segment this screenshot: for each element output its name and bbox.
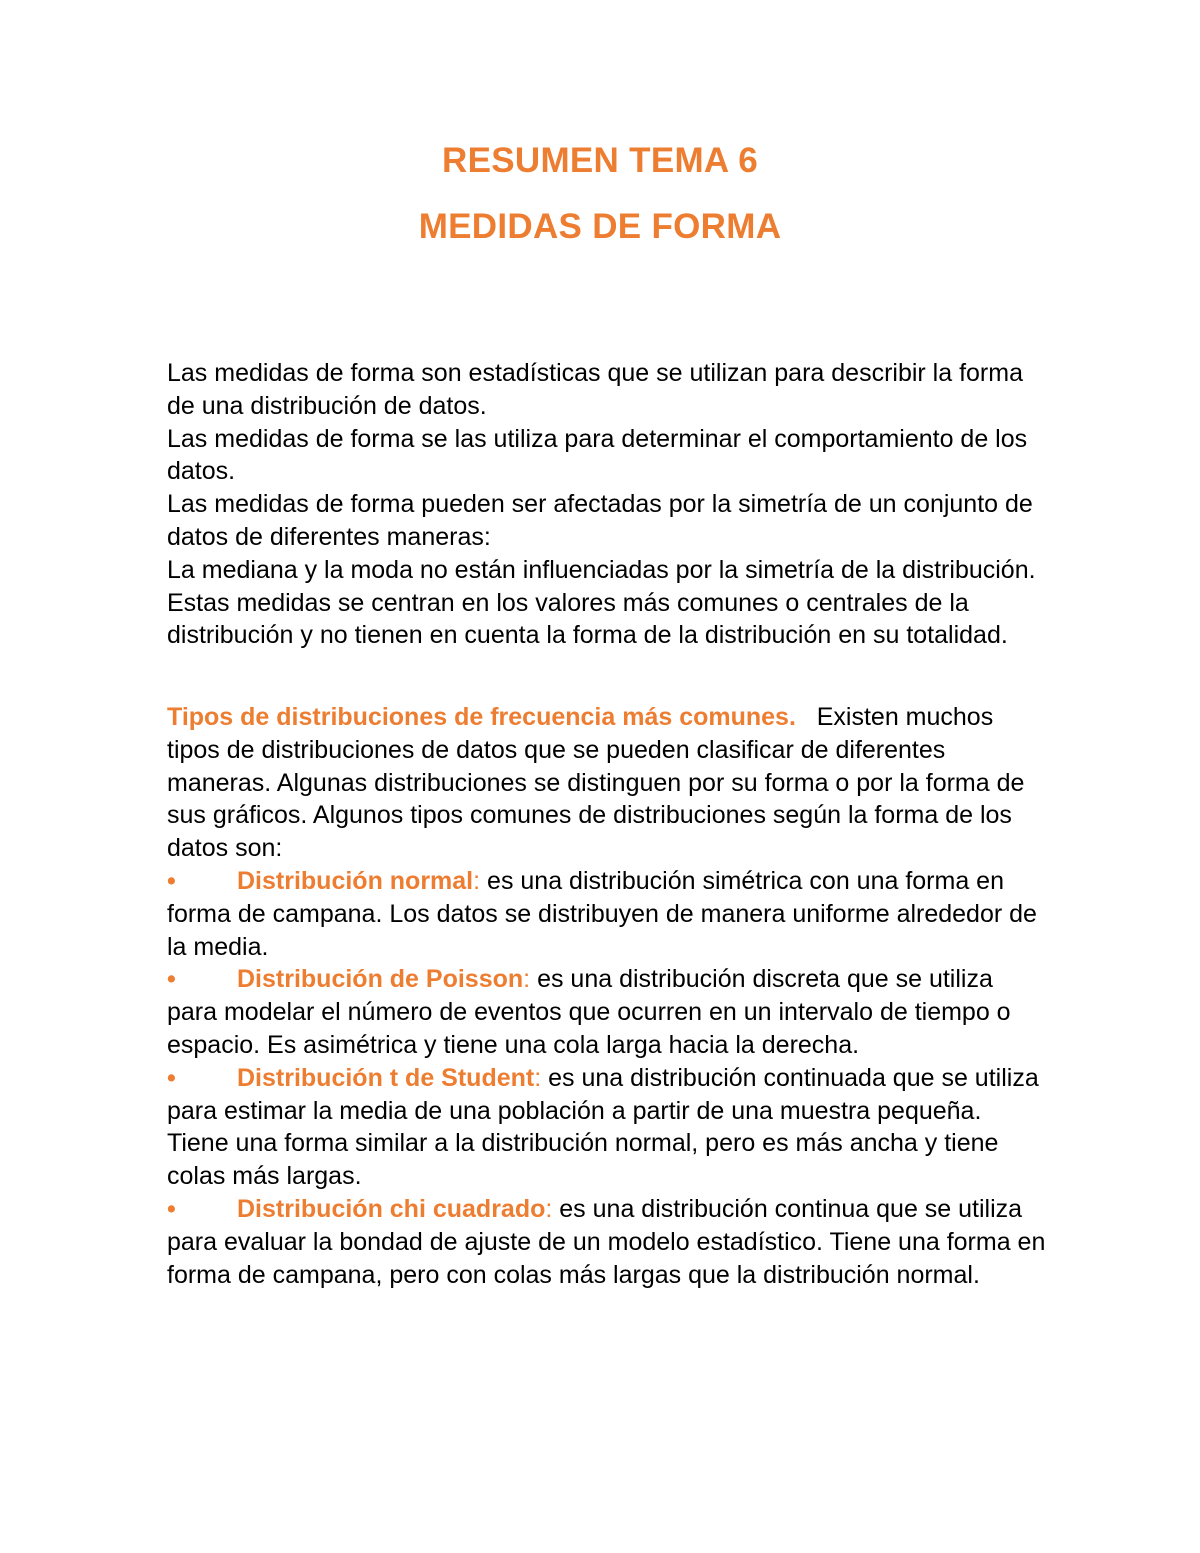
intro-paragraph-4: La mediana y la moda no están influenciadas por la simetría de la distribución. Estas medidas se centran en los valores más comunes o centrales de la distribución y no tienen en cuenta la forma de la distribución en su totalidad. — [167, 555, 1036, 650]
section-heading: Tipos de distribuciones de frecuencia más comunes. — [167, 703, 796, 731]
bullet-icon: • — [167, 866, 176, 895]
bullet-description: es una distribución discreta que se utiliza para modelar el número de eventos que ocurren en un intervalo de tiempo o espacio. Es asimétrica y tiene una cola larga hacia la derecha. — [167, 965, 1011, 1059]
bullet-colon: : — [545, 1194, 553, 1223]
bullet-icon: • — [167, 1194, 176, 1223]
intro-paragraph-2: Las medidas de forma se las utiliza para determinar el comportamiento de los datos. — [167, 424, 1028, 486]
bullet-item-normal — [167, 865, 1047, 963]
bullet-description: es una distribución continua que se utiliza para evaluar la bondad de ajuste de un modelo estadístico. Tiene una forma en forma de campana, pero con colas más largas que la distribución normal. — [167, 1194, 1046, 1289]
bullet-description: es una distribución simétrica con una forma en forma de campana. Los datos se distribuyen de manera uniforme alrededor de la media. — [167, 866, 1037, 961]
bullet-term: Distribución de Poisson — [237, 965, 524, 994]
section-paragraph — [167, 701, 1047, 865]
bullet-item-chi-square — [167, 1193, 1047, 1291]
bullet-colon: : — [473, 866, 481, 895]
bullet-term: Distribución t de Student — [237, 1063, 535, 1092]
bullet-colon: : — [523, 965, 531, 994]
bullet-icon: • — [167, 1063, 176, 1092]
intro-paragraph-1: Las medidas de forma son estadísticas que se utilizan para describir la forma de una distribución de datos. — [167, 359, 1023, 420]
bullet-item-poisson — [167, 963, 1047, 1061]
bullet-description: es una distribución continuada que se utiliza para estimar la media de una población a partir de una muestra pequeña. Tiene una forma similar a la distribución normal, pero es más ancha y tiene colas más largas. — [167, 1063, 1039, 1191]
distribution-types-section — [167, 701, 1047, 1291]
bullet-colon: : — [534, 1063, 542, 1092]
document-title: RESUMEN TEMA 6 — [442, 141, 758, 180]
intro-section — [167, 357, 1047, 652]
bullet-item-student — [167, 1062, 1047, 1193]
bullet-term: Distribución normal — [237, 866, 474, 895]
section-text: Existen muchos tipos de distribuciones de datos que se pueden clasificar de diferentes maneras. Algunas distribuciones se distinguen por su forma o por la forma de sus gráficos. Algunos tipos comunes de distribuciones según la forma de los datos son: — [167, 703, 1025, 863]
intro-paragraph-3: Las medidas de forma pueden ser afectadas por la simetría de un conjunto de datos de diferentes maneras: — [167, 490, 1033, 551]
bullet-icon: • — [167, 965, 176, 994]
bullet-term: Distribución chi cuadrado — [237, 1194, 546, 1223]
document-subtitle: MEDIDAS DE FORMA — [418, 207, 782, 246]
